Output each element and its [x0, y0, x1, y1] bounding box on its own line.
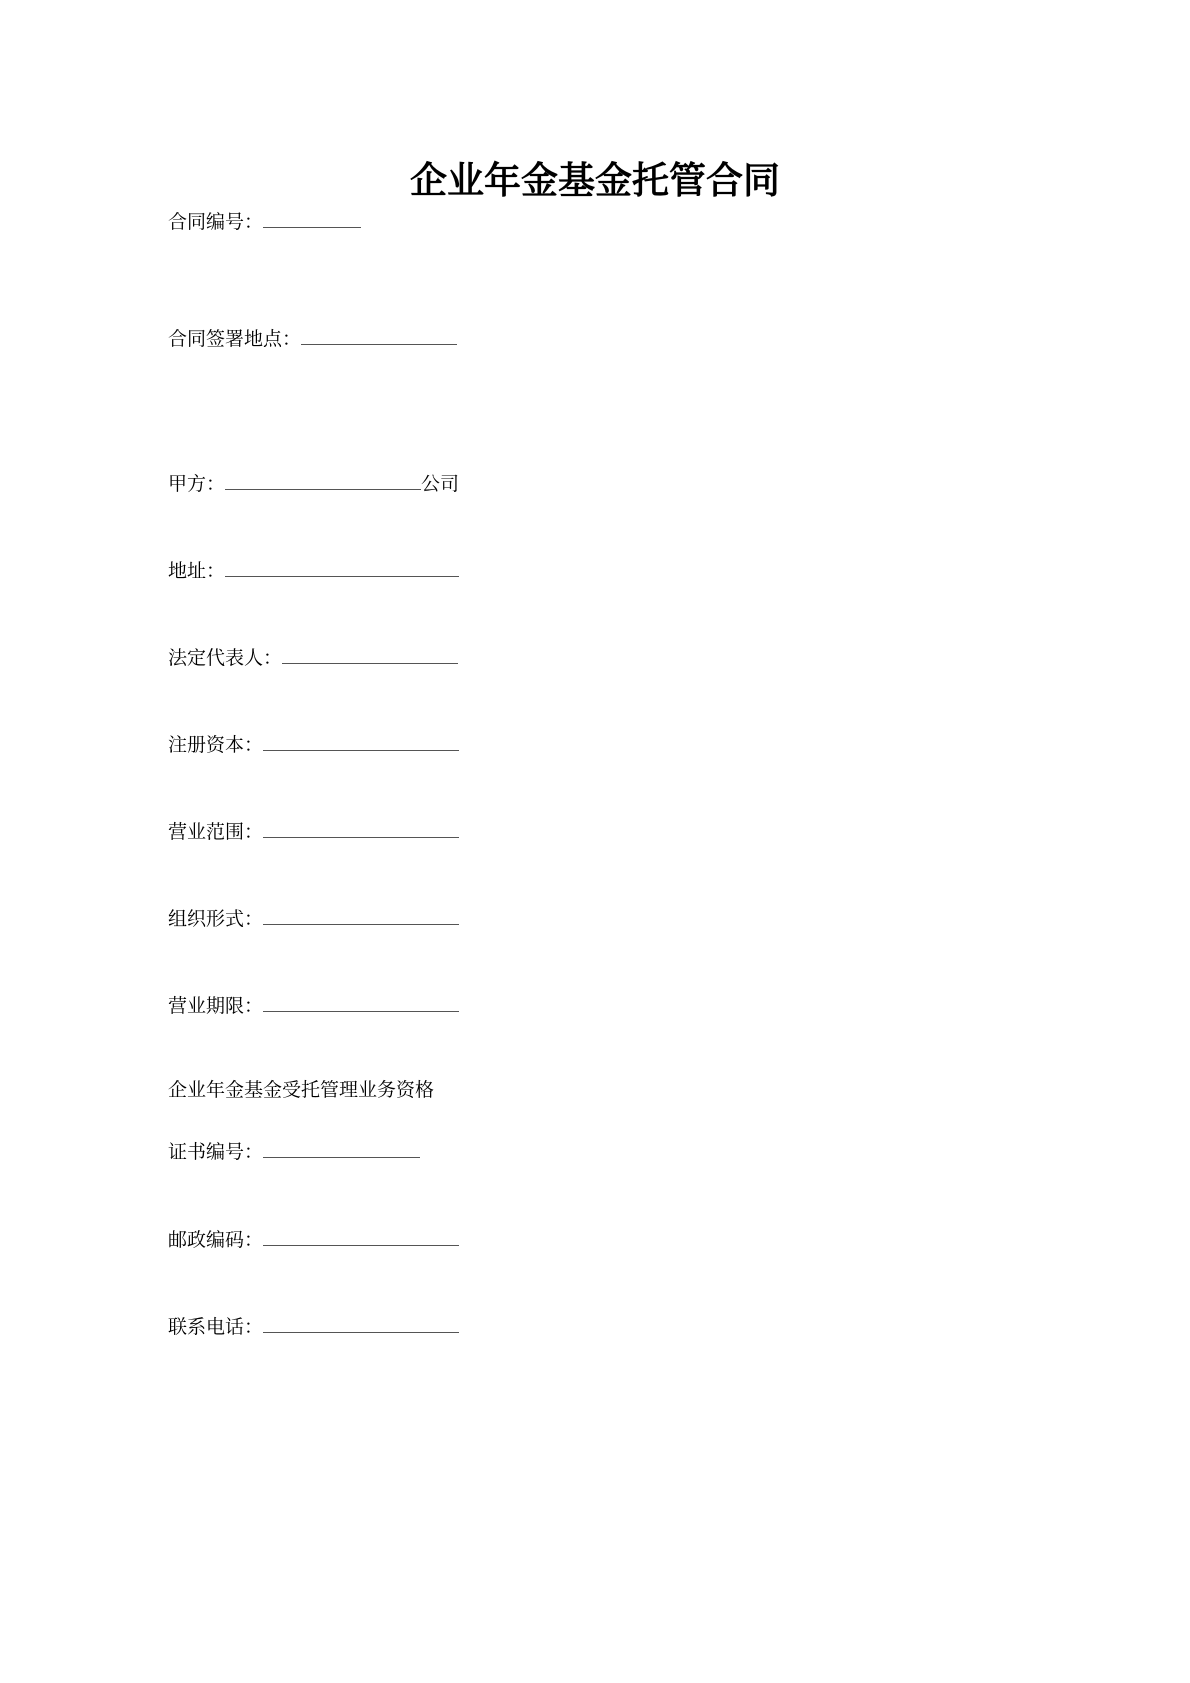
certificate-no-blank[interactable] — [263, 1137, 420, 1158]
phone-blank[interactable] — [263, 1312, 459, 1333]
registered-capital-label: 注册资本： — [168, 734, 264, 756]
contract-no-row — [168, 207, 361, 234]
document-title: 企业年金基金托管合同 — [410, 158, 780, 202]
address-label: 地址： — [168, 560, 226, 582]
phone-label: 联系电话： — [168, 1316, 264, 1338]
org-form-label: 组织形式： — [168, 908, 264, 930]
address-blank[interactable] — [225, 556, 459, 577]
business-scope-blank[interactable] — [263, 817, 459, 838]
certificate-no-label: 证书编号： — [168, 1141, 264, 1163]
sign-place-label: 合同签署地点： — [168, 328, 302, 350]
legal-rep-blank[interactable] — [282, 643, 458, 664]
qualification-label: 企业年金基金受托管理业务资格 — [168, 1079, 435, 1101]
qualification-row — [168, 1078, 434, 1102]
registered-capital-blank[interactable] — [263, 730, 459, 751]
legal-rep-label: 法定代表人： — [168, 647, 283, 669]
postal-code-row — [168, 1225, 459, 1252]
address-row — [168, 556, 459, 583]
business-scope-row — [168, 817, 459, 844]
business-term-blank[interactable] — [263, 991, 459, 1012]
sign-place-row — [168, 324, 457, 351]
party-a-blank[interactable] — [225, 469, 421, 490]
contract-no-blank[interactable] — [263, 207, 361, 228]
sign-place-blank[interactable] — [301, 324, 457, 345]
party-a-suffix: 公司 — [421, 473, 460, 495]
party-a-label: 甲方： — [168, 473, 226, 495]
business-scope-label: 营业范围： — [168, 821, 264, 843]
org-form-blank[interactable] — [263, 904, 459, 925]
business-term-row — [168, 991, 459, 1018]
party-a-row — [168, 469, 459, 496]
certificate-no-row — [168, 1137, 420, 1164]
postal-code-blank[interactable] — [263, 1225, 459, 1246]
contract-no-label: 合同编号： — [168, 211, 264, 233]
postal-code-label: 邮政编码： — [168, 1229, 264, 1251]
org-form-row — [168, 904, 459, 931]
legal-rep-row — [168, 643, 458, 670]
registered-capital-row — [168, 730, 459, 757]
phone-row — [168, 1312, 459, 1339]
business-term-label: 营业期限： — [168, 995, 264, 1017]
